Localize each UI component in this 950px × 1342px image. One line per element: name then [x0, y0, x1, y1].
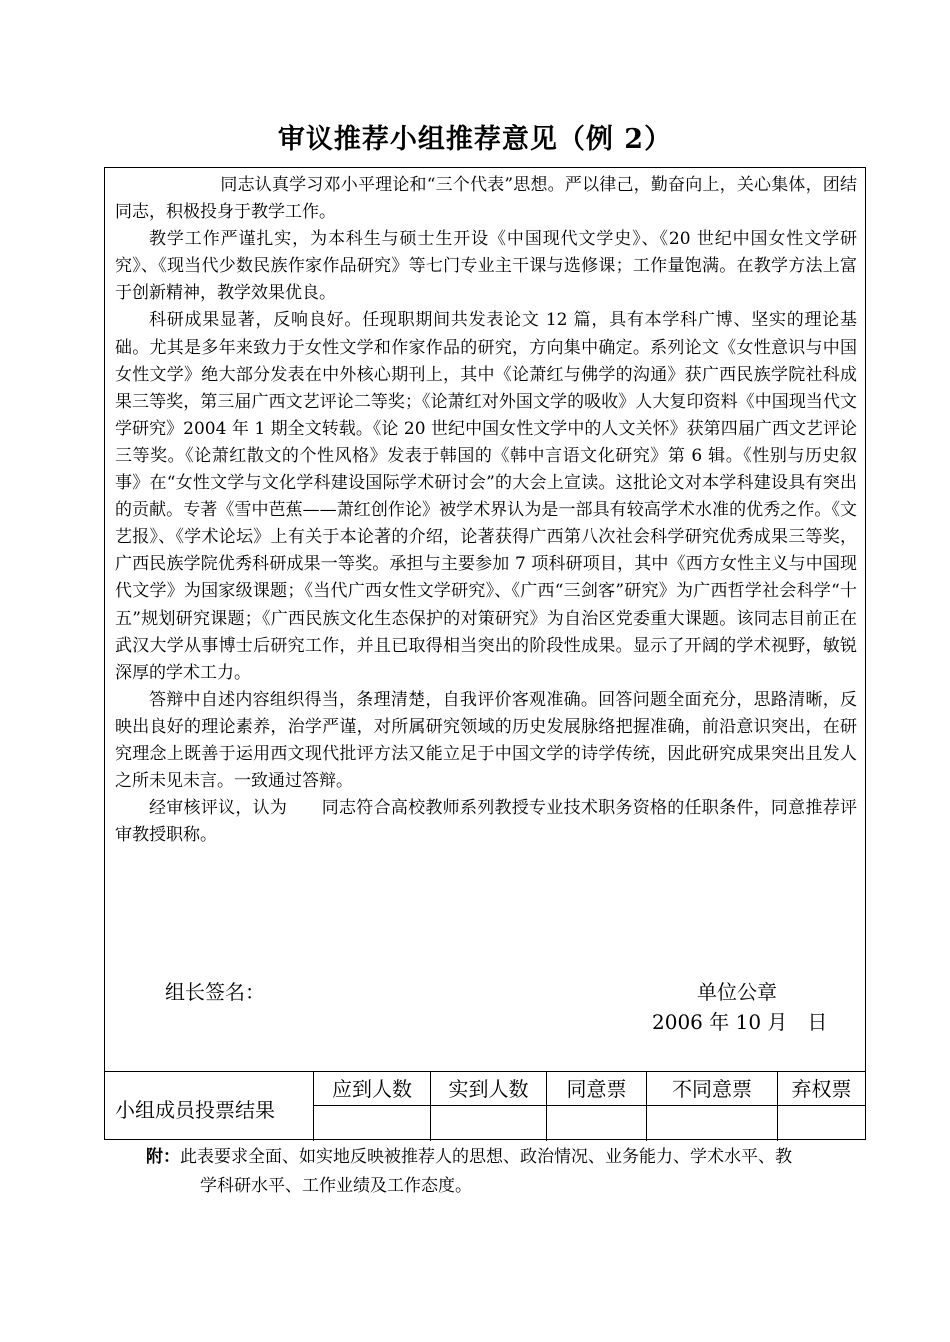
vote-results-label: 小组成员投票结果 — [115, 1098, 275, 1122]
paragraph-ideology: 同志认真学习邓小平理论和“三个代表”思想。严以律己，勤奋向上，关心集体，团结同志，积极投身于教学工作。 — [115, 175, 857, 223]
expected-count-field[interactable] — [313, 1106, 430, 1141]
footnote-label: 附： — [146, 1147, 180, 1167]
footnote-line-1: 附：此表要求全面、如实地反映被推荐人的思想、政治情况、业务能力、学术水平、教 — [146, 1147, 792, 1167]
header-agree-votes: 同意票 — [546, 1072, 646, 1106]
unit-seal-label: 单位公章 — [697, 980, 777, 1004]
page-title: 审议推荐小组推荐意见（例 2） — [277, 124, 673, 155]
recommendation-text — [115, 172, 857, 849]
paragraph-defense: 答辩中自述内容组织得当，条理清楚，自我评价客观准确。回答问题全面充分，思路清晰，反映出良好的理论素养，治学严谨，对所属研究领域的历史发展脉络把握准确，前沿意识突出，在研究理念上既善于运用西文现代批评方法又能立足于中国文学的诗学传统，因此研究成果突出且发人之所未见未言。一致通过答辩。 — [115, 689, 857, 792]
date-text: 2006 年 10 月 日 — [652, 1010, 828, 1034]
actual-count-field[interactable] — [430, 1106, 546, 1141]
recommendation-form-box — [104, 167, 866, 1140]
header-disagree-votes: 不同意票 — [646, 1072, 777, 1106]
vote-results-row — [105, 1071, 865, 1141]
disagree-votes-field[interactable] — [646, 1106, 777, 1141]
agree-votes-field[interactable] — [546, 1106, 646, 1141]
paragraph-research: 科研成果显著，反响良好。任现职期间共发表论文 12 篇，具有本学科广博、坚实的理论基础。尤其是多年来致力于女性文学和作家作品的研究，方向集中确定。系列论文《女性意识与中国女性文学》绝大部分发表在中外核心期刊上，其中《论萧红与佛学的沟通》获广西民族学院社科成果三等奖，第三届广西文艺评论二等奖；《论萧红对外国文学的吸收》人大复印资料《中国现当代文学研究》2004 年 1 期全文转载。《论 20 世纪中国女性文学中的人文关怀》获第四届广西文艺评论三等奖。《论萧红散文的个性风格》发表于韩国的《韩中言语文化研究》第 6 辑。《性别与历史叙事》在“女性文学与文化学科建设国际学术研讨会”的大会上宣读。这批论文对本学科建设具有突出的贡献。专著《雪中芭蕉——萧红创作论》被学术界认为是一部具有较高学术水准的优秀之作。《文艺报》、《学术论坛》上有关于本论著的介绍，论著获得广西第八次社会科学研究优秀成果三等奖，广西民族学院优秀科研成果一等奖。承担与主要参加 7 项科研项目，其中《西方女性主义与中国现代文学》为国家级课题；《当代广西女性文学研究》、《广西“三剑客”研究》为广西哲学社会科学“十五”规划研究课题；《广西民族文化生态保护的对策研究》为自治区党委重大课题。该同志目前正在武汉大学从事博士后研究工作，并且已取得相当突出的阶段性成果。显示了开阔的学术视野，敏锐深厚的学术工力。 — [115, 310, 857, 683]
header-abstain-votes: 弃权票 — [777, 1072, 865, 1106]
header-expected-count: 应到人数 — [313, 1072, 430, 1106]
paragraph-conclusion: 经审核评议，认为 同志符合高校教师系列教授专业技术职务资格的任职条件，同意推荐评审教授职称。 — [115, 798, 857, 846]
footnote-line-2: 学科研水平、工作业绩及工作态度。 — [200, 1176, 472, 1196]
footnote — [146, 1143, 866, 1201]
paragraph-teaching: 教学工作严谨扎实，为本科生与硕士生开设《中国现代文学史》、《20 世纪中国女性文学研究》、《现当代少数民族作家作品研究》等七门专业主干课与选修课；工作量饱满。在教学方法上富于创新精神，教学效果优良。 — [115, 229, 857, 304]
leader-signature-label: 组长签名： — [165, 980, 265, 1004]
abstain-votes-field[interactable] — [777, 1106, 865, 1141]
header-actual-count: 实到人数 — [430, 1072, 546, 1106]
